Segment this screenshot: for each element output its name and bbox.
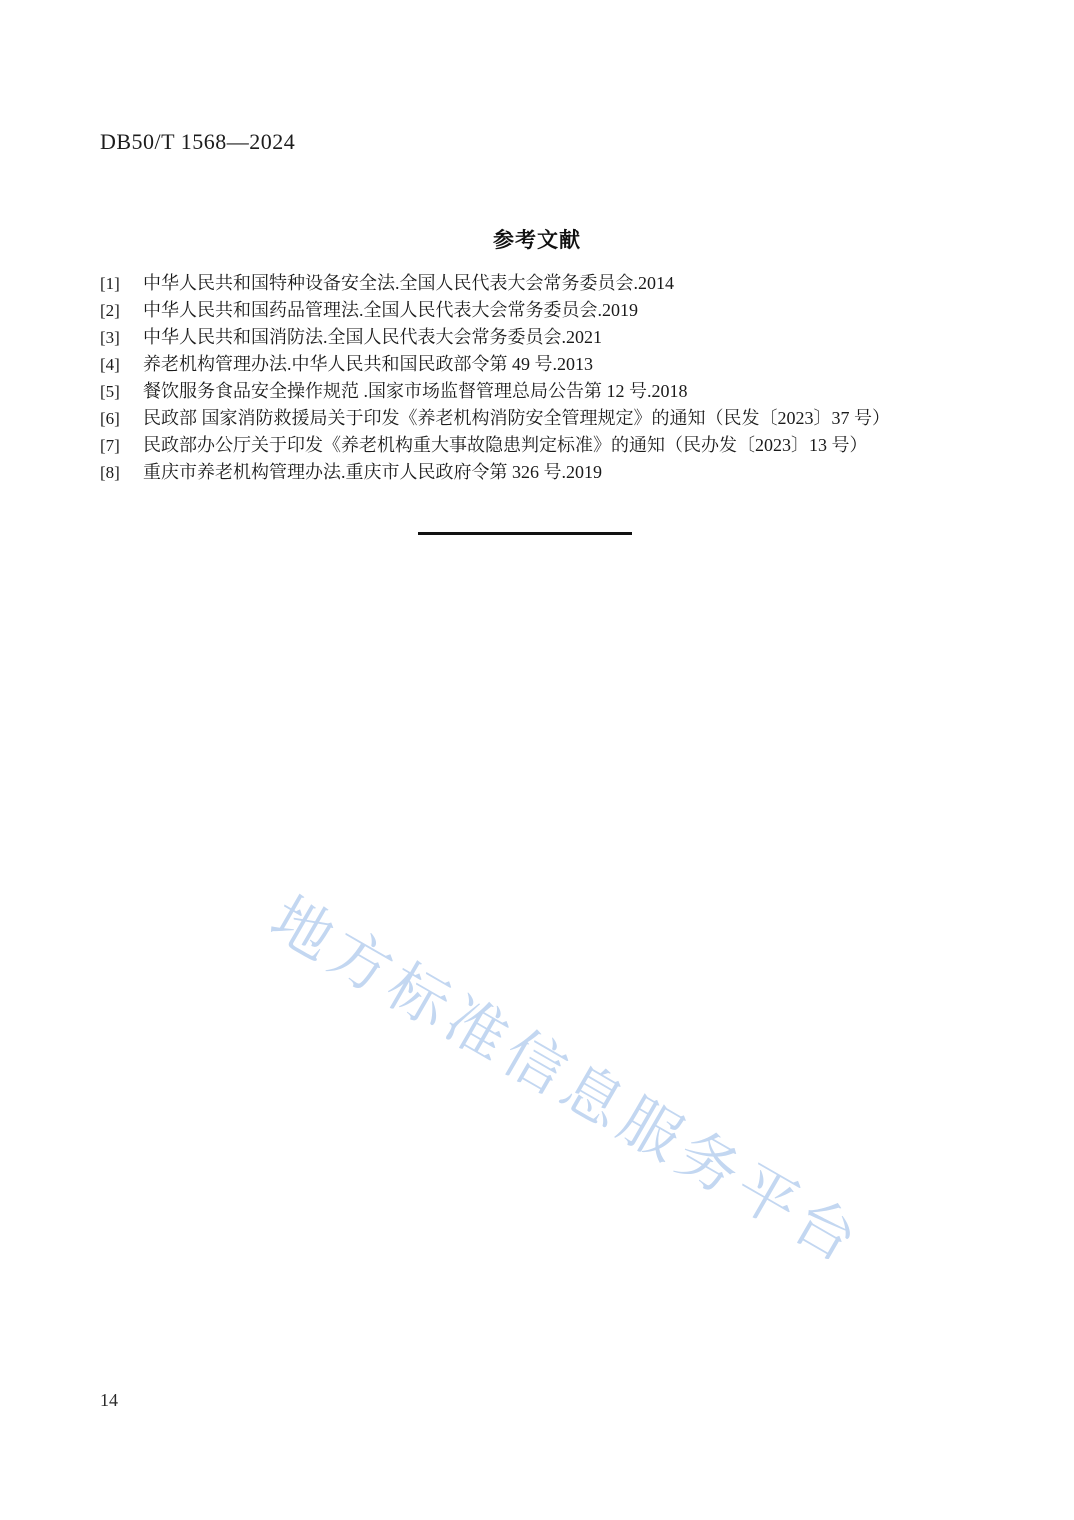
reference-text: 中华人民共和国特种设备安全法.全国人民代表大会常务委员会.2014 xyxy=(143,273,674,293)
reference-item xyxy=(100,351,1020,378)
reference-number: [5] xyxy=(100,382,120,401)
reference-number: [8] xyxy=(100,463,120,482)
reference-text: 餐饮服务食品安全操作规范 .国家市场监督管理总局公告第 12 号.2018 xyxy=(143,381,688,401)
end-of-document-rule xyxy=(418,532,632,535)
reference-text: 重庆市养老机构管理办法.重庆市人民政府令第 326 号.2019 xyxy=(143,462,602,482)
reference-text: 中华人民共和国消防法.全国人民代表大会常务委员会.2021 xyxy=(143,327,602,347)
reference-text: 民政部 国家消防救援局关于印发《养老机构消防安全管理规定》的通知（民发〔2023〕37 号） xyxy=(143,408,890,428)
reference-item xyxy=(100,324,1020,351)
document-code-header: DB50/T 1568—2024 xyxy=(100,129,296,154)
reference-number: [2] xyxy=(100,301,120,320)
references-list xyxy=(100,270,1020,486)
reference-number: [3] xyxy=(100,328,120,347)
reference-number: [4] xyxy=(100,355,120,374)
reference-number: [1] xyxy=(100,274,120,293)
reference-text: 中华人民共和国药品管理法.全国人民代表大会常务委员会.2019 xyxy=(143,300,638,320)
page-number: 14 xyxy=(100,1390,118,1410)
reference-item xyxy=(100,432,1020,459)
reference-item xyxy=(100,270,1020,297)
reference-item xyxy=(100,405,1020,432)
reference-number: [6] xyxy=(100,409,120,428)
reference-item xyxy=(100,378,1020,405)
reference-item xyxy=(100,297,1020,324)
reference-number: [7] xyxy=(100,436,120,455)
reference-text: 养老机构管理办法.中华人民共和国民政部令第 49 号.2013 xyxy=(143,354,593,374)
references-title: 参考文献 xyxy=(493,229,581,252)
reference-item xyxy=(100,459,1020,486)
watermark-text: 地方标准信息服务平台 xyxy=(259,884,874,1278)
reference-text: 民政部办公厅关于印发《养老机构重大事故隐患判定标准》的通知（民办发〔2023〕13 号） xyxy=(143,435,868,455)
